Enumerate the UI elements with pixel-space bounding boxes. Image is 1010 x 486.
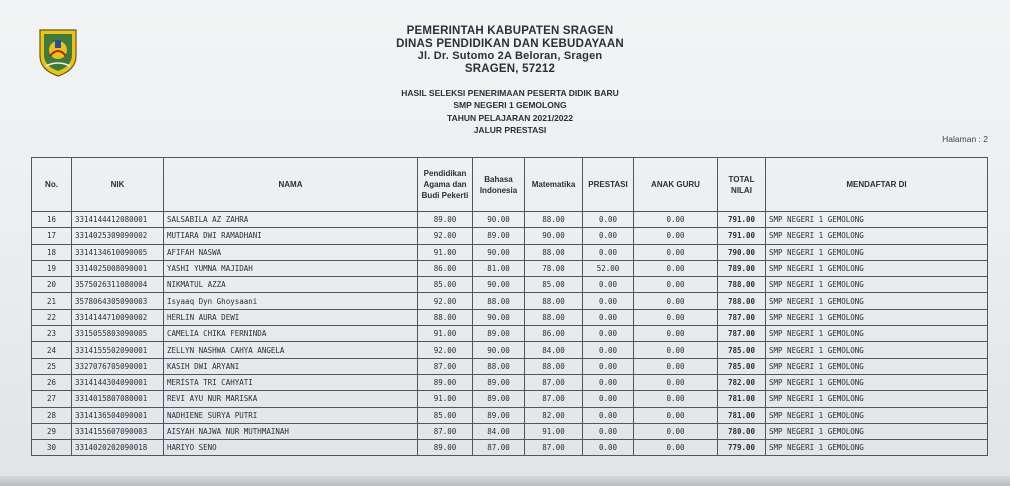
cell-bahasa: 88.00 <box>473 358 525 374</box>
cell-agama: 91.00 <box>418 244 473 260</box>
cell-prestasi: 0.00 <box>583 423 634 439</box>
cell-bahasa: 89.00 <box>473 326 525 342</box>
cell-total: 779.00 <box>718 440 766 456</box>
cell-prestasi: 0.00 <box>583 440 634 456</box>
cell-mendaftar: SMP NEGERI 1 GEMOLONG <box>766 244 988 260</box>
document-title-block <box>300 87 720 136</box>
cell-matematika: 87.00 <box>525 374 583 390</box>
cell-prestasi: 0.00 <box>583 374 634 390</box>
cell-no: 29 <box>32 423 72 439</box>
cell-matematika: 88.00 <box>525 293 583 309</box>
cell-prestasi: 0.00 <box>583 342 634 358</box>
cell-total: 785.00 <box>718 342 766 358</box>
col-header-agama: Pendidikan Agama dan Budi Pekerti <box>418 158 473 212</box>
cell-mendaftar: SMP NEGERI 1 GEMOLONG <box>766 293 988 309</box>
cell-prestasi: 0.00 <box>583 358 634 374</box>
cell-total: 787.00 <box>718 309 766 325</box>
cell-no: 28 <box>32 407 72 423</box>
cell-mendaftar: SMP NEGERI 1 GEMOLONG <box>766 228 988 244</box>
cell-mendaftar: SMP NEGERI 1 GEMOLONG <box>766 423 988 439</box>
table-row <box>32 391 988 407</box>
cell-anak-guru: 0.00 <box>634 358 718 374</box>
cell-no: 27 <box>32 391 72 407</box>
cell-nik: 3314015807080001 <box>72 391 164 407</box>
cell-no: 18 <box>32 244 72 260</box>
col-header-no: No. <box>32 158 72 212</box>
cell-nik: 3314144304090001 <box>72 374 164 390</box>
cell-total: 780.00 <box>718 423 766 439</box>
cell-mendaftar: SMP NEGERI 1 GEMOLONG <box>766 277 988 293</box>
cell-no: 20 <box>32 277 72 293</box>
cell-agama: 87.00 <box>418 423 473 439</box>
cell-prestasi: 0.00 <box>583 326 634 342</box>
cell-bahasa: 90.00 <box>473 277 525 293</box>
cell-anak-guru: 0.00 <box>634 423 718 439</box>
table-body <box>32 212 988 456</box>
cell-matematika: 88.00 <box>525 309 583 325</box>
cell-bahasa: 84.00 <box>473 423 525 439</box>
cell-prestasi: 0.00 <box>583 228 634 244</box>
cell-nik: 3315055803090005 <box>72 326 164 342</box>
cell-bahasa: 90.00 <box>473 342 525 358</box>
cell-agama: 89.00 <box>418 374 473 390</box>
cell-bahasa: 90.00 <box>473 244 525 260</box>
cell-agama: 85.00 <box>418 277 473 293</box>
cell-matematika: 85.00 <box>525 277 583 293</box>
cell-agama: 85.00 <box>418 407 473 423</box>
cell-anak-guru: 0.00 <box>634 391 718 407</box>
cell-agama: 91.00 <box>418 391 473 407</box>
cell-mendaftar: SMP NEGERI 1 GEMOLONG <box>766 260 988 276</box>
cell-anak-guru: 0.00 <box>634 440 718 456</box>
cell-anak-guru: 0.00 <box>634 212 718 228</box>
cell-mendaftar: SMP NEGERI 1 GEMOLONG <box>766 309 988 325</box>
cell-bahasa: 81.00 <box>473 260 525 276</box>
letterhead-line-1: PEMERINTAH KABUPATEN SRAGEN <box>406 25 614 37</box>
col-header-anak-guru: ANAK GURU <box>634 158 718 212</box>
page-number: Halaman : 2 <box>942 134 988 144</box>
table-row <box>32 440 988 456</box>
cell-total: 788.00 <box>718 277 766 293</box>
cell-nama: KASIH DWI ARYANI <box>164 358 418 374</box>
cell-bahasa: 89.00 <box>473 228 525 244</box>
table-header-row <box>32 158 988 212</box>
cell-mendaftar: SMP NEGERI 1 GEMOLONG <box>766 391 988 407</box>
cell-nik: 3575026311080004 <box>72 277 164 293</box>
cell-matematika: 88.00 <box>525 244 583 260</box>
cell-agama: 86.00 <box>418 260 473 276</box>
cell-mendaftar: SMP NEGERI 1 GEMOLONG <box>766 358 988 374</box>
cell-matematika: 78.00 <box>525 260 583 276</box>
cell-mendaftar: SMP NEGERI 1 GEMOLONG <box>766 342 988 358</box>
cell-mendaftar: SMP NEGERI 1 GEMOLONG <box>766 212 988 228</box>
cell-anak-guru: 0.00 <box>634 326 718 342</box>
cell-matematika: 88.00 <box>525 212 583 228</box>
cell-nama: SALSABILA AZ ZAHRA <box>164 212 418 228</box>
cell-nama: AISYAH NAJWA NUR MUTHMAINAH <box>164 423 418 439</box>
cell-nama: AFIFAH NASWA <box>164 244 418 260</box>
cell-no: 30 <box>32 440 72 456</box>
col-header-nama: NAMA <box>164 158 418 212</box>
cell-nik: 3314155502090001 <box>72 342 164 358</box>
cell-prestasi: 0.00 <box>583 212 634 228</box>
cell-no: 22 <box>32 309 72 325</box>
cell-bahasa: 89.00 <box>473 391 525 407</box>
cell-matematika: 84.00 <box>525 342 583 358</box>
cell-total: 785.00 <box>718 358 766 374</box>
cell-prestasi: 0.00 <box>583 244 634 260</box>
cell-prestasi: 0.00 <box>583 407 634 423</box>
admission-track: JALUR PRESTASI <box>473 124 547 135</box>
cell-anak-guru: 0.00 <box>634 277 718 293</box>
col-header-prestasi: PRESTASI <box>583 158 634 212</box>
cell-bahasa: 89.00 <box>473 374 525 390</box>
cell-nik: 3314136504090001 <box>72 407 164 423</box>
cell-mendaftar: SMP NEGERI 1 GEMOLONG <box>766 374 988 390</box>
cell-anak-guru: 0.00 <box>634 374 718 390</box>
table-row <box>32 358 988 374</box>
table-row <box>32 244 988 260</box>
cell-no: 19 <box>32 260 72 276</box>
cell-agama: 88.00 <box>418 309 473 325</box>
cell-mendaftar: SMP NEGERI 1 GEMOLONG <box>766 407 988 423</box>
cell-nik: 3327076705090001 <box>72 358 164 374</box>
cell-nama: NADHIENE SURYA PUTRI <box>164 407 418 423</box>
col-header-total: TOTAL NILAI <box>718 158 766 212</box>
cell-no: 21 <box>32 293 72 309</box>
cell-nama: CAMELIA CHIKA FERNINDA <box>164 326 418 342</box>
table-row <box>32 407 988 423</box>
cell-nik: 3314025309090002 <box>72 228 164 244</box>
cell-matematika: 88.00 <box>525 358 583 374</box>
cell-bahasa: 90.00 <box>473 212 525 228</box>
cell-no: 16 <box>32 212 72 228</box>
cell-total: 791.00 <box>718 212 766 228</box>
col-header-mendaftar: MENDAFTAR DI <box>766 158 988 212</box>
cell-nama: HARIYO SENO <box>164 440 418 456</box>
cell-anak-guru: 0.00 <box>634 309 718 325</box>
cell-anak-guru: 0.00 <box>634 407 718 423</box>
cell-no: 24 <box>32 342 72 358</box>
cell-total: 788.00 <box>718 293 766 309</box>
cell-anak-guru: 0.00 <box>634 244 718 260</box>
cell-nik: 3578064305090003 <box>72 293 164 309</box>
cell-no: 17 <box>32 228 72 244</box>
cell-agama: 91.00 <box>418 326 473 342</box>
cell-anak-guru: 0.00 <box>634 293 718 309</box>
cell-nama: REVI AYU NUR MARISKA <box>164 391 418 407</box>
table-row <box>32 423 988 439</box>
cell-nama: ZELLYN NASHWA CAHYA ANGELA <box>164 342 418 358</box>
results-table <box>31 157 988 456</box>
cell-matematika: 82.00 <box>525 407 583 423</box>
cell-agama: 92.00 <box>418 293 473 309</box>
cell-total: 782.00 <box>718 374 766 390</box>
page-edge-shadow <box>0 476 1010 486</box>
regency-emblem-icon <box>36 26 80 78</box>
table-row <box>32 374 988 390</box>
cell-nama: NIKMATUL AZZA <box>164 277 418 293</box>
cell-prestasi: 52.00 <box>583 260 634 276</box>
cell-total: 787.00 <box>718 326 766 342</box>
cell-matematika: 87.00 <box>525 391 583 407</box>
letterhead-line-2: DINAS PENDIDIKAN DAN KEBUDAYAAN <box>396 37 624 50</box>
cell-bahasa: 87.00 <box>473 440 525 456</box>
table-row <box>32 277 988 293</box>
cell-total: 789.00 <box>718 260 766 276</box>
table-row <box>32 228 988 244</box>
cell-nama: YASHI YUMNA MAJIDAH <box>164 260 418 276</box>
cell-anak-guru: 0.00 <box>634 228 718 244</box>
cell-mendaftar: SMP NEGERI 1 GEMOLONG <box>766 440 988 456</box>
col-header-matematika: Matematika <box>525 158 583 212</box>
cell-nama: Isyaaq Dyn Ghoysaani <box>164 293 418 309</box>
table-row <box>32 326 988 342</box>
cell-nama: MUTIARA DWI RAMADHANI <box>164 228 418 244</box>
cell-matematika: 86.00 <box>525 326 583 342</box>
academic-year: TAHUN PELAJARAN 2021/2022 <box>447 112 573 123</box>
table-row <box>32 342 988 358</box>
cell-bahasa: 90.00 <box>473 309 525 325</box>
cell-bahasa: 89.00 <box>473 407 525 423</box>
cell-prestasi: 0.00 <box>583 293 634 309</box>
cell-nik: 3314155607090003 <box>72 423 164 439</box>
cell-total: 790.00 <box>718 244 766 260</box>
cell-prestasi: 0.00 <box>583 277 634 293</box>
cell-agama: 92.00 <box>418 342 473 358</box>
cell-nama: HERLIN AURA DEWI <box>164 309 418 325</box>
table-row <box>32 309 988 325</box>
document-title: HASIL SELEKSI PENERIMAAN PESERTA DIDIK BARU <box>401 88 619 98</box>
cell-anak-guru: 0.00 <box>634 260 718 276</box>
cell-agama: 89.00 <box>418 212 473 228</box>
cell-matematika: 91.00 <box>525 423 583 439</box>
cell-no: 25 <box>32 358 72 374</box>
cell-matematika: 90.00 <box>525 228 583 244</box>
col-header-bahasa: Bahasa Indonesia <box>473 158 525 212</box>
cell-no: 23 <box>32 326 72 342</box>
cell-nama: MERISTA TRI CAHYATI <box>164 374 418 390</box>
cell-prestasi: 0.00 <box>583 391 634 407</box>
cell-no: 26 <box>32 374 72 390</box>
cell-anak-guru: 0.00 <box>634 342 718 358</box>
letterhead <box>320 25 700 75</box>
cell-nik: 3314144412080001 <box>72 212 164 228</box>
cell-total: 781.00 <box>718 407 766 423</box>
cell-agama: 89.00 <box>418 440 473 456</box>
cell-agama: 92.00 <box>418 228 473 244</box>
cell-mendaftar: SMP NEGERI 1 GEMOLONG <box>766 326 988 342</box>
cell-prestasi: 0.00 <box>583 309 634 325</box>
letterhead-address: Jl. Dr. Sutomo 2A Beloran, Sragen <box>417 50 603 62</box>
cell-bahasa: 88.00 <box>473 293 525 309</box>
cell-agama: 87.00 <box>418 358 473 374</box>
cell-total: 781.00 <box>718 391 766 407</box>
letterhead-city: SRAGEN, 57212 <box>464 62 556 75</box>
cell-nik: 3314020202090018 <box>72 440 164 456</box>
table-row <box>32 293 988 309</box>
cell-nik: 3314134610090005 <box>72 244 164 260</box>
cell-matematika: 87.00 <box>525 440 583 456</box>
cell-total: 791.00 <box>718 228 766 244</box>
school-name: SMP NEGERI 1 GEMOLONG <box>453 100 567 111</box>
cell-nik: 3314025008090001 <box>72 260 164 276</box>
table-row <box>32 260 988 276</box>
cell-nik: 3314144710090002 <box>72 309 164 325</box>
table-row <box>32 212 988 228</box>
col-header-nik: NIK <box>72 158 164 212</box>
